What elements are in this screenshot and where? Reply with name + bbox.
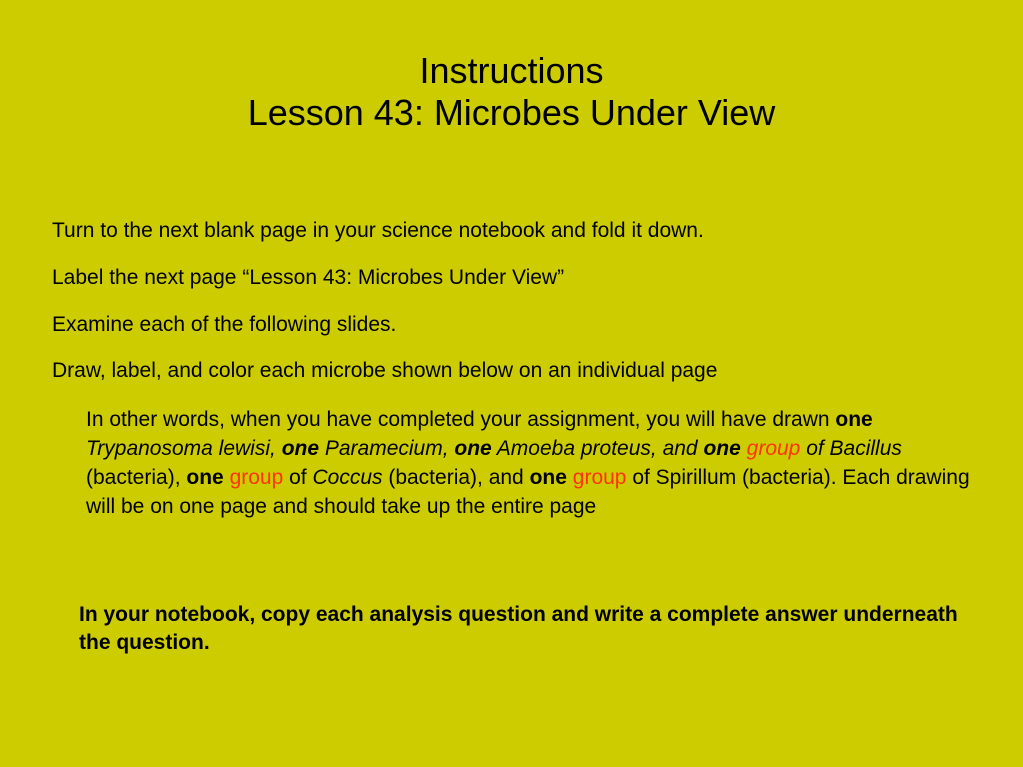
para-organism-trypanosoma: Trypanosoma lewisi, [86,437,282,460]
para-organism-coccus: Coccus [312,466,383,489]
instruction-2: Label the next page “Lesson 43: Microbes Under View” [52,266,565,289]
para-text: (bacteria), [86,437,908,489]
para-organism-paramecium: Paramecium, [319,437,455,460]
para-text: of Spirillum (bacteria). Each drawing will be on one page and should take up the entire page [86,466,976,518]
para-emphasis: one [186,466,224,489]
para-highlight-group: group [746,437,801,460]
para-organism-amoeba: Amoeba proteus, and [491,437,704,460]
para-highlight-group: group [572,466,627,489]
para-text: (bacteria), and [382,466,530,489]
slide-title [0,50,1023,134]
explanation-paragraph [86,405,986,521]
analysis-instruction: In your notebook, copy each analysis question and write a complete answer underneath the question. [79,603,958,654]
instruction-3: Examine each of the following slides. [52,313,397,336]
para-emphasis: one [281,437,320,460]
para-text: of [283,466,313,489]
title-line-2: Lesson 43: Microbes Under View [247,92,776,133]
para-emphasis: one [454,437,492,460]
para-text: In other words, when you have completed your assignment, you will have drawn [86,408,836,431]
title-line-1: Instructions [419,50,604,91]
para-emphasis: one [703,437,741,460]
para-highlight-group: group [229,466,284,489]
para-organism-bacillus: of Bacillus [800,437,902,460]
instruction-4: Draw, label, and color each microbe shown below on an individual page [52,359,718,382]
para-emphasis: one [529,466,567,489]
instruction-1: Turn to the next blank page in your science notebook and fold it down. [52,219,704,242]
para-space [873,408,879,431]
para-emphasis: one [835,408,873,431]
